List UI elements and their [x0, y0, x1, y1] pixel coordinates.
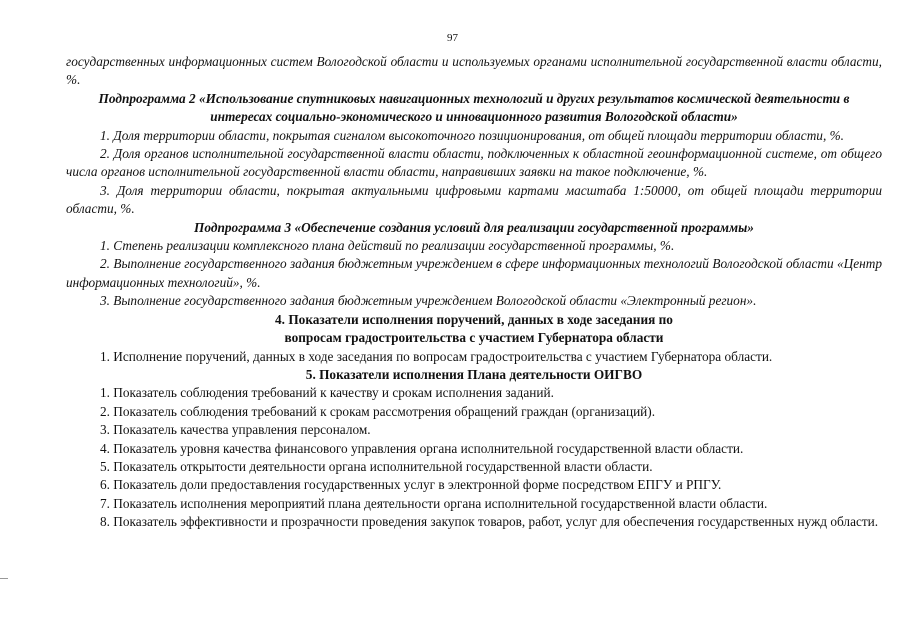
section-4-heading-line-1: 4. Показатели исполнения поручений, данных в ходе заседания по — [275, 311, 673, 327]
section-5-heading: 5. Показатели исполнения Плана деятельности ОИГВО — [305, 366, 643, 382]
subprogram-2-item-2: 2. Доля органов исполнительной государственной власти области, подключенных к областной геоинформационной системе, от общего числа органов исполнительной государственной власти области, направивших заявки на такое подключение, %. — [66, 146, 882, 180]
page-number: 97 — [447, 32, 458, 44]
section-5-item-2: 2. Показатель соблюдения требований к срокам рассмотрения обращений граждан (организаций). — [100, 403, 656, 419]
subprogram-2-item-1: 1. Доля территории области, покрытая сигналом высокоточного позиционирования, от общей площади территории области, %. — [100, 127, 844, 143]
section-5-item-1: 1. Показатель соблюдения требований к качеству и срокам исполнения заданий. — [100, 385, 554, 401]
section-5-item-6: 6. Показатель доли предоставления государственных услуг в электронной форме посредством ЕПГУ и РПГУ. — [100, 477, 722, 493]
intro-paragraph: государственных информационных систем Вологодской области и используемых органами исполнительной государственной власти области, %. — [66, 54, 882, 88]
subprogram-3-item-2: 2. Выполнение государственного задания бюджетным учреждением в сфере информационных технологий Вологодской области «Центр информационных технологий», %. — [66, 256, 882, 290]
section-5-item-4: 4. Показатель уровня качества финансового управления органа исполнительной государственной власти области. — [100, 440, 744, 456]
subprogram-3-heading: Подпрограмма 3 «Обеспечение создания условий для реализации государственной программы» — [194, 219, 754, 235]
subprogram-2-heading: Подпрограмма 2 «Использование спутниковых навигационных технологий и других результатов космической деятельности в интересах социально-экономического и инновационного развития Вологодской области» — [98, 90, 850, 125]
subprogram-2-item-3: 3. Доля территории области, покрытая актуальными цифровыми картами масштаба 1:50000, от общей площади территории области, %. — [66, 182, 882, 217]
section-4-item-1: 1. Исполнение поручений, данных в ходе заседания по вопросам градостроительства с участием Губернатора области. — [100, 348, 773, 364]
section-5-item-8: 8. Показатель эффективности и прозрачности проведения закупок товаров, работ, услуг для обеспечения государственных нужд области. — [100, 514, 879, 530]
section-5-item-3: 3. Показатель качества управления персоналом. — [100, 422, 371, 438]
section-4-heading-line-2: вопросам градостроительства с участием Губернатора области — [284, 330, 664, 346]
subprogram-3-item-1: 1. Степень реализации комплексного плана действий по реализации государственной программы, %. — [100, 238, 675, 254]
section-5-item-7: 7. Показатель исполнения мероприятий плана деятельности органа исполнительной государственной власти области. — [100, 495, 768, 511]
document-body — [66, 53, 882, 532]
scan-edge-mark — [0, 578, 8, 579]
subprogram-3-item-3: 3. Выполнение государственного задания бюджетным учреждением Вологодской области «Электронный регион». — [100, 293, 757, 309]
section-5-item-5: 5. Показатель открытости деятельности органа исполнительной государственной власти области. — [100, 458, 653, 474]
